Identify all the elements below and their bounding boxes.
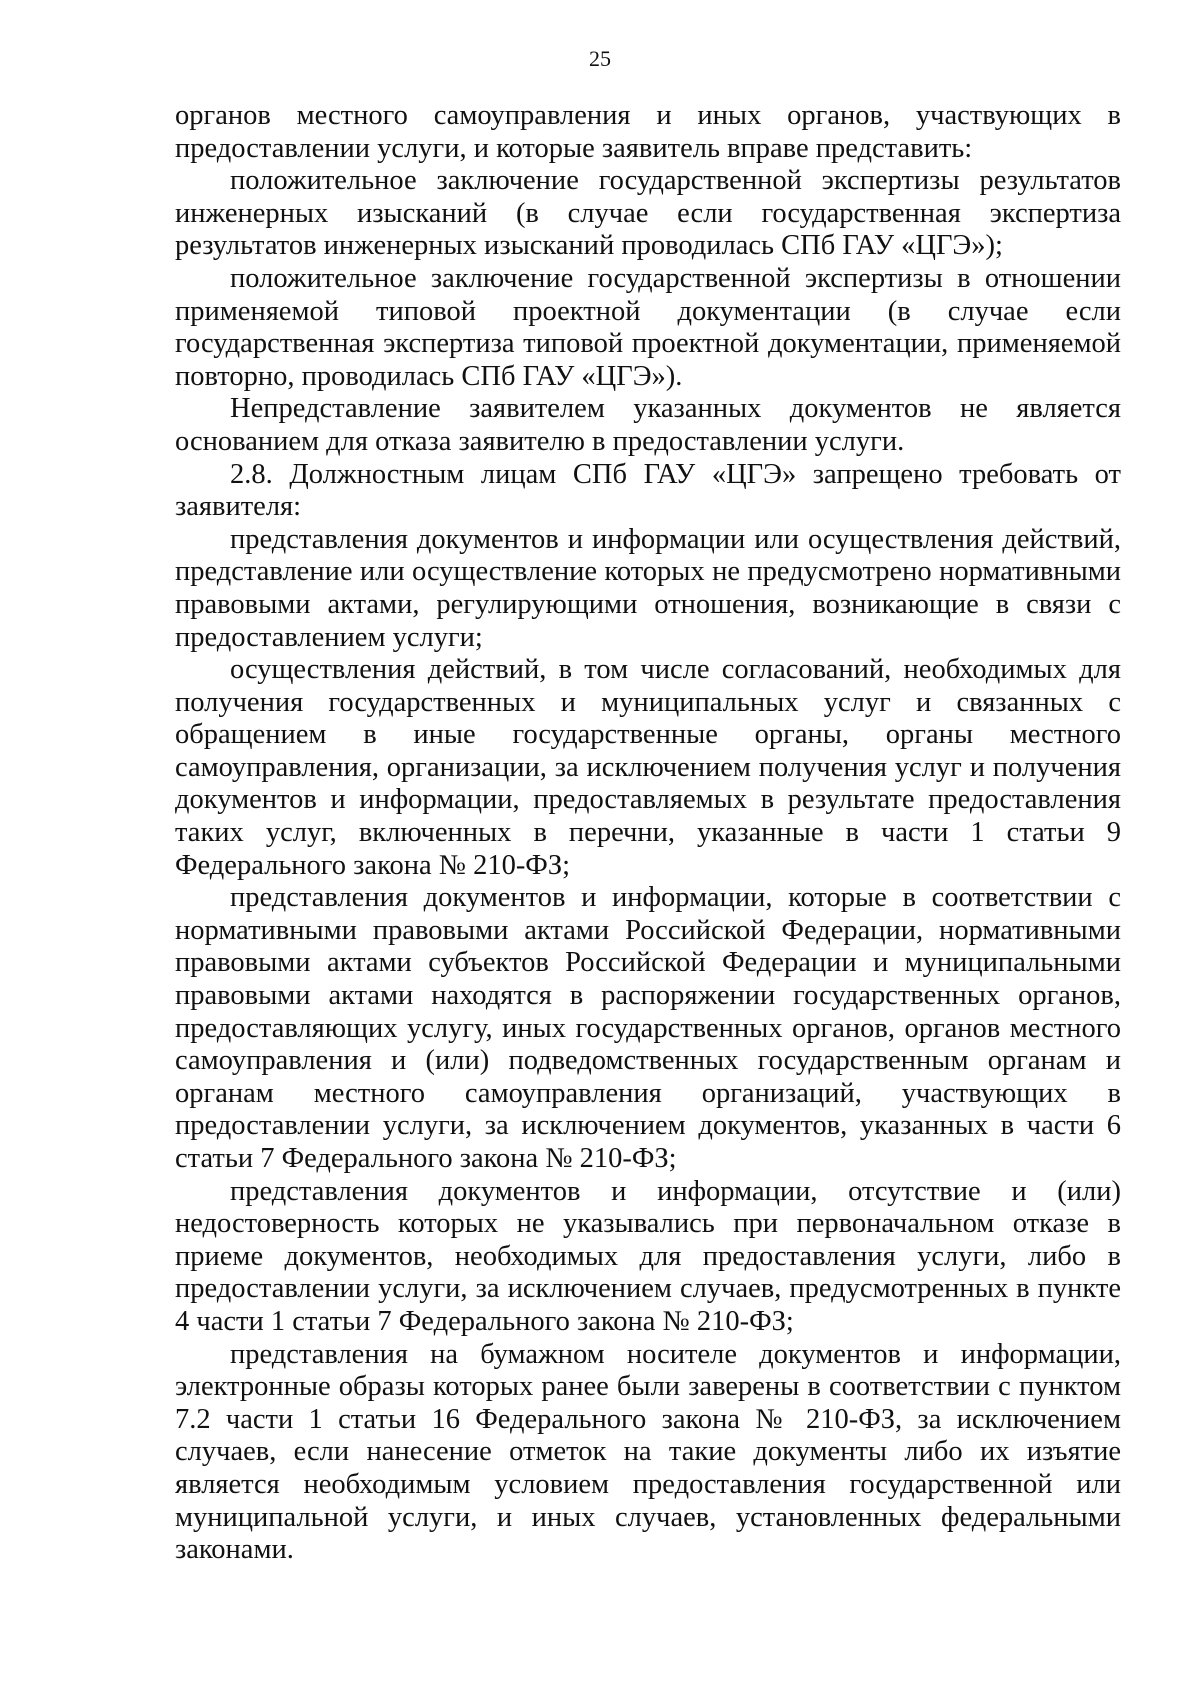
paragraph: представления на бумажном носителе документов и информации, электронные образы которых ранее были заверены в соответствии с пунктом 7.2 части 1 статьи 16 Федерального закона № 210-ФЗ, за исключением случаев, если нанесение отметок на такие документы либо их изъятие является необходимым условием предоставления государственной или муниципальной услуги, и иных случаев, установленных федеральными законами. <box>175 1338 1121 1566</box>
paragraph: положительное заключение государственной экспертизы результатов инженерных изысканий (в случае если государственная экспертиза результатов инженерных изысканий проводилась СПб ГАУ «ЦГЭ»); <box>175 165 1121 262</box>
paragraph: положительное заключение государственной экспертизы в отношении применяемой типовой проектной документации (в случае если государственная экспертиза типовой проектной документации, применяемой повторно, проводилась СПб ГАУ «ЦГЭ»). <box>175 262 1121 392</box>
paragraph: представления документов и информации, отсутствие и (или) недостоверность которых не указывались при первоначальном отказе в приеме документов, необходимых для предоставления услуги, либо в предоставлении услуги, за исключением случаев, предусмотренных в пункте 4 части 1 статьи 7 Федерального закона № 210-ФЗ; <box>175 1175 1121 1337</box>
paragraph: представления документов и информации, которые в соответствии с нормативными правовыми актами Российской Федерации, нормативными правовыми актами субъектов Российской Федерации и муниципальными правовыми актами находятся в распоряжении государственных органов, предоставляющих услугу, иных государственных органов, органов местного самоуправления и (или) подведомственных государственным органам и органам местного самоуправления организаций, участвующих в предоставлении услуги, за исключением документов, указанных в части 6 статьи 7 Федерального закона № 210-ФЗ; <box>175 882 1121 1174</box>
paragraph: осуществления действий, в том числе согласований, необходимых для получения государственных и муниципальных услуг и связанных с обращением в иные государственные органы, органы местного самоуправления, организации, за исключением получения услуг и получения документов и информации, предоставляемых в результате предоставления таких услуг, включенных в перечни, указанные в части 1 статьи 9 Федерального закона № 210-ФЗ; <box>175 654 1121 881</box>
paragraph: органов местного самоуправления и иных органов, участвующих в предоставлении услуги, и которые заявитель вправе представить: <box>175 100 1121 164</box>
page-number: 25 <box>589 46 611 71</box>
document-body <box>175 100 1121 1567</box>
paragraph: Непредставление заявителем указанных документов не является основанием для отказа заявителю в предоставлении услуги. <box>175 393 1121 457</box>
paragraph: 2.8. Должностным лицам СПб ГАУ «ЦГЭ» запрещено требовать от заявителя: <box>175 458 1121 523</box>
paragraph: представления документов и информации или осуществления действий, представление или осуществление которых не предусмотрено нормативными правовыми актами, регулирующими отношения, возникающие в связи с предоставлением услуги; <box>175 523 1121 653</box>
